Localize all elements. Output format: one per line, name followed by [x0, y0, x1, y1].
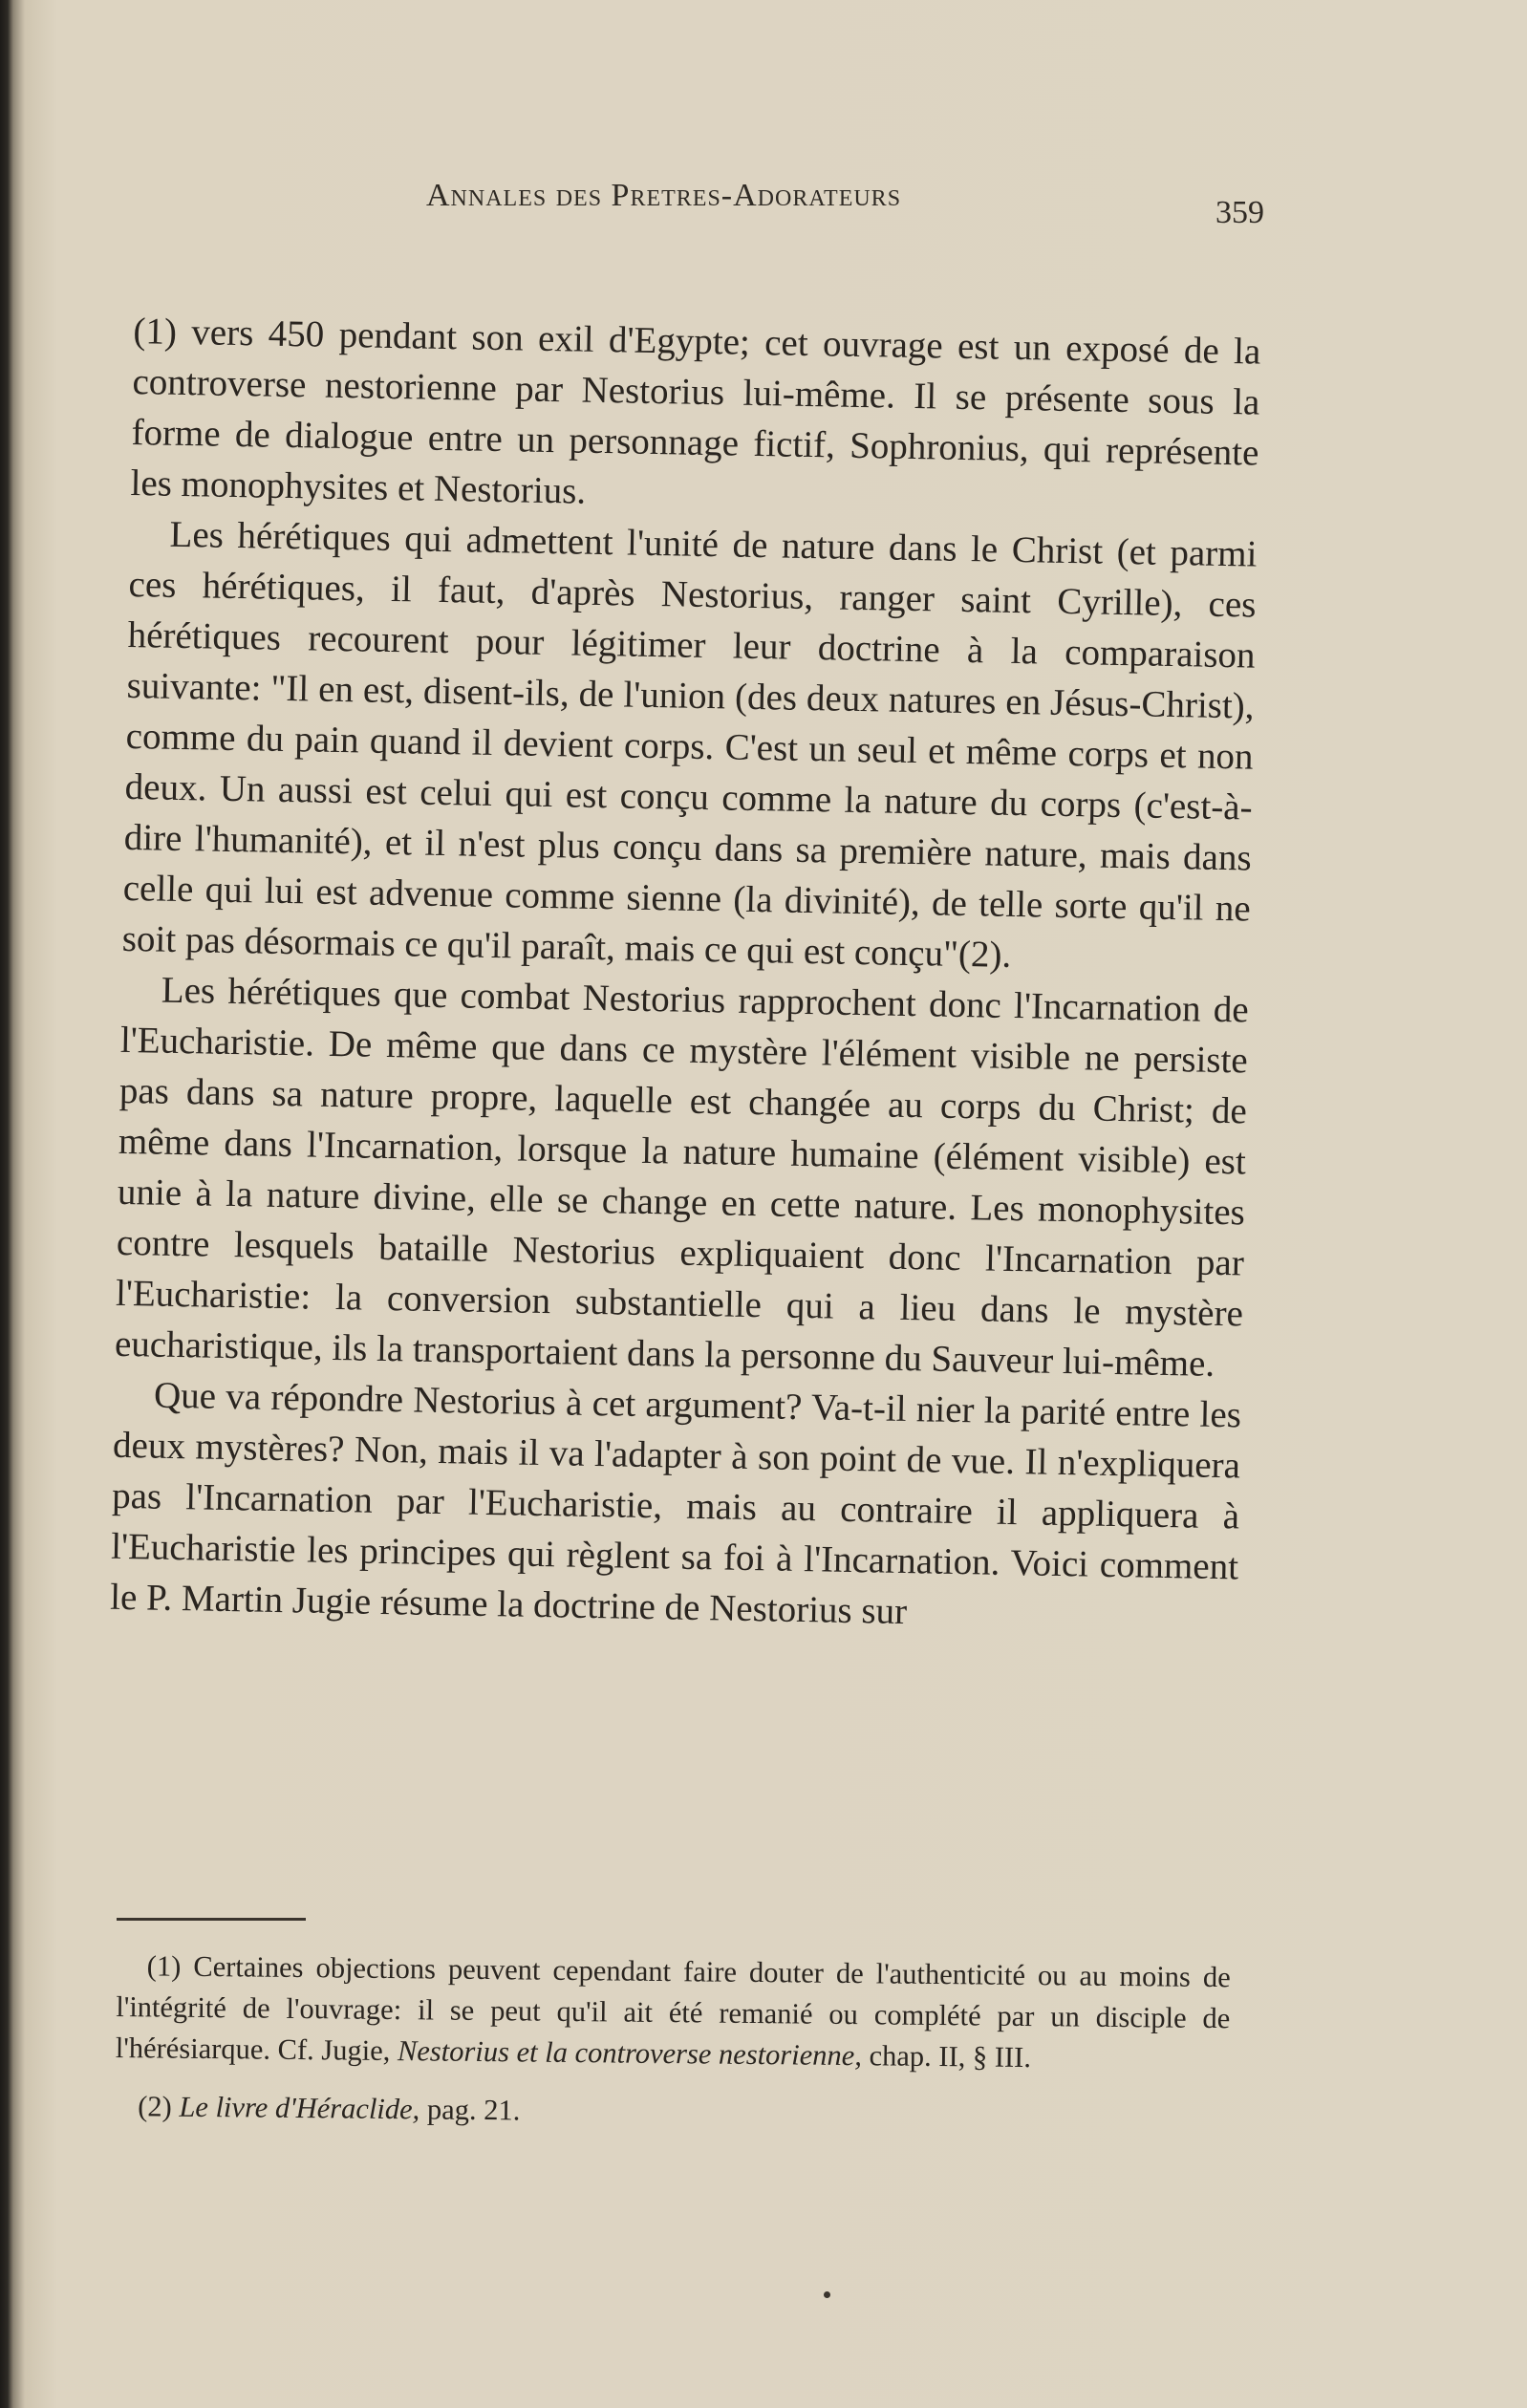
- footnote-2-number: (2): [138, 2090, 172, 2123]
- paper-speck: [824, 2291, 830, 2298]
- footnotes: [115, 1946, 1231, 2139]
- footnote-1-title: Nestorius et la controverse nestorienne,: [397, 2034, 863, 2073]
- paragraph-3: Les hérétiques que combat Nestorius rapprochent donc l'Incarnation de l'Eucharistie. De même que dans ce mystère l'élément visible ne persiste pas dans sa nature propre, laquelle est changée au corps du Christ; de même dans l'Incarnation, lorsque la nature humaine (élément visible) est unie à la nature divine, elle se change en cette nature. Les monophysites contre lesquels bataille Nestorius expliquaient donc l'Incarnation par l'Eucharistie: la conversion substantielle qui a lieu dans le mystère eucharistique, ils la transportaient dans la personne du Sauveur lui-même.: [114, 969, 1250, 1385]
- page-number: 359: [1215, 195, 1264, 230]
- page-header: [0, 178, 1527, 235]
- footnote-2-title: Le livre d'Héraclide,: [179, 2090, 420, 2126]
- footnote-2: [115, 2086, 1229, 2139]
- footnote-1-text: (1) Certaines objections peuvent cependant faire douter de l'authenticité ou au moins de l'intégrité de l'ouvrage: il se peut qu'il ait été remanié ou complété par un disciple de l'hérésiarque. Cf. Jugie,: [115, 1949, 1231, 2068]
- paragraph-1: (1) vers 450 pendant son exil d'Egypte; cet ouvrage est un exposé de la controverse nestorienne par Nestorius lui-même. Il se présente sous la forme de dialogue entre un personnage fictif, Sophronius, qui représente les monophysites et Nestorius.: [130, 310, 1261, 512]
- main-text: [110, 306, 1261, 1643]
- footnote-separator: [117, 1918, 306, 1921]
- running-title: Annales des Pretres-Adorateurs: [426, 178, 902, 213]
- footnote-2-end: pag. 21.: [426, 2093, 521, 2127]
- paragraph-4: Que va répondre Nestorius à cet argument? Va-t-il nier la parité entre les deux mystères? Non, mais il va l'adapter à son point de vue. Il n'expliquera pas l'Incarnation par l'Eucharistie, mais au contraire il appliquera à l'Eucharistie les principes qui règlent sa foi à l'Incarnation. Voici comment le P. Martin Jugie résume la doctrine de Nestorius sur: [109, 1374, 1242, 1633]
- footnote-1-end: chap. II, § III.: [869, 2039, 1032, 2075]
- footnote-1: [116, 1946, 1231, 2080]
- paragraph-2: Les hérétiques qui admettent l'unité de nature dans le Christ (et parmi ces hérétiques, il faut, d'après Nestorius, ranger saint Cyrille), ces hérétiques recourent pour légitimer leur doctrine à la comparaison suivante: "Il en est, disent-ils, de l'union (des deux natures en Jésus-Christ), comme du pain quand il devient corps. C'est un seul et même corps et non deux. Un aussi est celui qui est conçu comme la nature du corps (c'est-à-dire l'humanité), et il n'est plus conçu dans sa première nature, mais dans celle qui lui est advenue comme sienne (la divinité), de telle sorte qu'il ne soit pas désormais ce qu'il paraît, mais ce qui est conçu"(2).: [121, 513, 1258, 976]
